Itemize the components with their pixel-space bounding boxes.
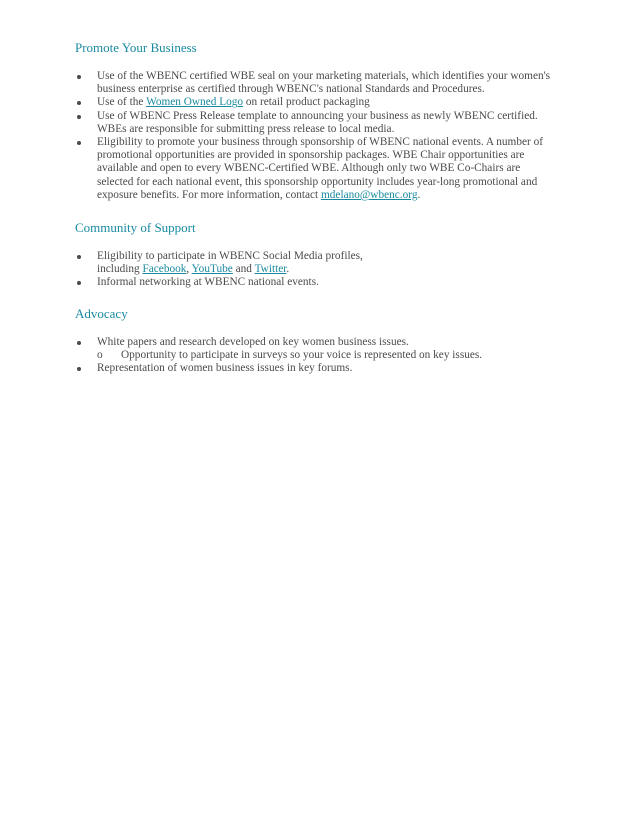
bullet-list-promote	[75, 70, 570, 202]
women-owned-logo-link[interactable]: Women Owned Logo	[146, 96, 244, 109]
list-item: Use of WBENC Press Release template to announcing your business as newly WBENC certified. WBEs are responsible for submitting press release to local media.	[75, 110, 570, 136]
section-heading-advocacy: Advocacy	[75, 306, 128, 321]
bullet-icon	[77, 115, 81, 119]
list-item: Use of the Women Owned Logo on retail product packaging	[75, 96, 570, 109]
youtube-link[interactable]: YouTube	[191, 263, 233, 276]
twitter-link[interactable]: Twitter	[254, 263, 287, 276]
bullet-icon	[77, 101, 81, 105]
list-item: Informal networking at WBENC national events.	[75, 276, 570, 289]
bullet-list-advocacy	[75, 336, 570, 376]
sub-list	[97, 349, 570, 362]
bullet-icon	[77, 75, 81, 79]
bullet-icon	[77, 367, 81, 371]
list-item: Eligibility to participate in WBENC Social Media profiles, including Facebook, YouTube and Twitter.	[75, 250, 570, 276]
bullet-icon	[77, 341, 81, 345]
list-item: Eligibility to promote your business through sponsorship of WBENC national events. A number of promotional opportunities are provided in sponsorship packages. WBE Chair opportunities are available and open to every WBENC-Certified WBE. Although only two WBE Co-Chairs are selected for each national event, this sponsorship opportunity includes year-long promotional and exposure benefits. For more information, contact mdelano@wbenc.org.	[75, 136, 570, 202]
facebook-link[interactable]: Facebook	[142, 263, 187, 276]
bullet-list-community	[75, 250, 570, 290]
section-heading-community: Community of Support	[75, 220, 196, 235]
section-advocacy	[75, 306, 570, 376]
list-item: Representation of women business issues in key forums.	[75, 362, 570, 375]
bullet-icon	[77, 255, 81, 259]
list-item: White papers and research developed on key women business issues. o Opportunity to participate in surveys so your voice is represented on key issues.	[75, 336, 570, 362]
email-link[interactable]: mdelano@wbenc.org	[321, 188, 418, 201]
sub-list-item: o Opportunity to participate in surveys so your voice is represented on key issues.	[97, 349, 483, 362]
section-community-of-support	[75, 220, 570, 290]
section-heading-promote: Promote Your Business	[75, 40, 197, 55]
section-promote-your-business	[75, 40, 570, 202]
circle-bullet-icon: o	[97, 349, 103, 362]
list-item: Use of the WBENC certified WBE seal on your marketing materials, which identifies your women's business enterprise as certified through WBENC's national Standards and Procedures.	[75, 70, 570, 96]
bullet-icon	[77, 141, 81, 145]
bullet-icon	[77, 281, 81, 285]
